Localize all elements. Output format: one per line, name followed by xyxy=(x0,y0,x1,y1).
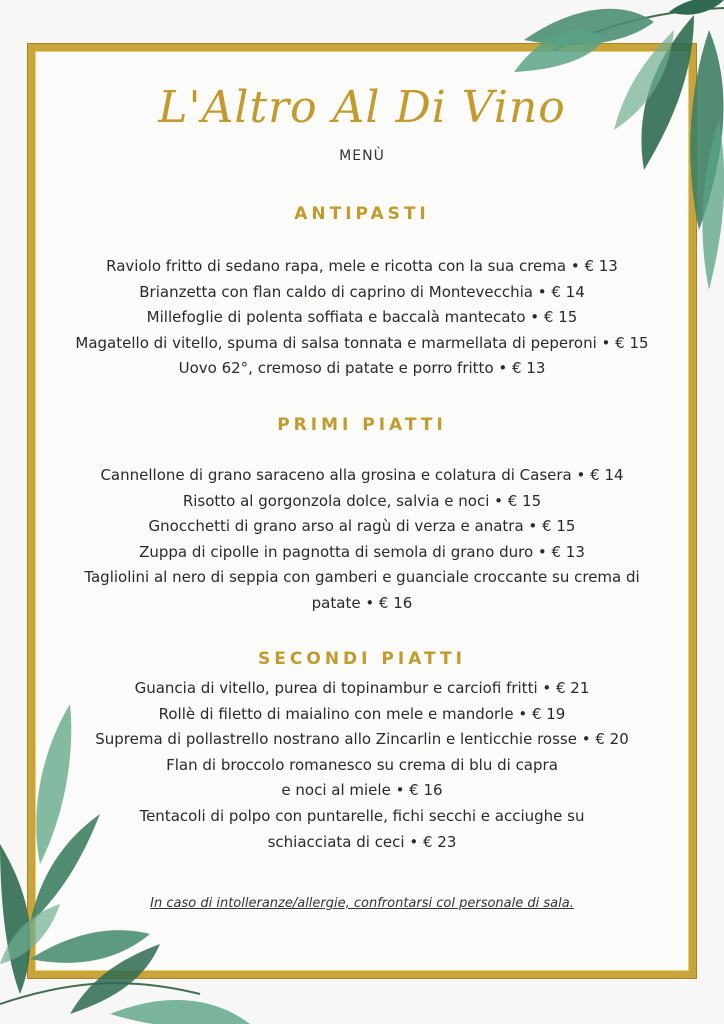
menu-item: Risotto al gorgonzola dolce, salvia e noci • € 15 xyxy=(182,491,542,510)
menu-item: e noci al miele • € 16 xyxy=(281,781,443,800)
section-primi-piatti xyxy=(40,415,684,617)
menu-item: Magatello di vitello, spuma di salsa tonnata e marmellata di peperoni • € 15 xyxy=(75,333,649,352)
restaurant-title: L'Altro Al Di Vino xyxy=(158,82,566,133)
section-title-secondi-piatti: SECONDI PIATTI xyxy=(258,649,466,669)
menu-item: Zuppa di cipolle in pagnotta di semola di grano duro • € 13 xyxy=(139,542,585,561)
section-title-antipasti: ANTIPASTI xyxy=(294,204,430,224)
menu-item: schiacciata di ceci • € 23 xyxy=(267,832,457,851)
section-title-primi-piatti: PRIMI PIATTI xyxy=(277,415,447,435)
menu-item: Suprema di pollastrello nostrano allo Zincarlin e lenticchie rosse • € 20 xyxy=(95,730,629,749)
allergy-note: In caso di intolleranze/allergie, confrontarsi col personale di sala. xyxy=(150,896,574,911)
menu-subtitle: MENÙ xyxy=(339,148,385,164)
menu-content xyxy=(40,78,684,164)
menu-item: patate • € 16 xyxy=(311,593,413,612)
menu-item: Millefoglie di polenta soffiata e baccalà mantecato • € 15 xyxy=(146,308,578,327)
menu-item: Gnocchetti di grano arso al ragù di verza e anatra • € 15 xyxy=(148,517,576,536)
menu-item: Brianzetta con flan caldo di caprino di Montevecchia • € 14 xyxy=(139,282,585,301)
menu-item: Flan di broccolo romanesco su crema di blu di capra xyxy=(166,755,558,774)
menu-item: Rollè di filetto di maialino con mele e mandorle • € 19 xyxy=(158,704,566,723)
menu-item: Tentacoli di polpo con puntarelle, fichi secchi e acciughe su xyxy=(139,806,585,825)
menu-item: Guancia di vitello, purea di topinambur e carciofi fritti • € 21 xyxy=(134,679,590,697)
section-antipasti xyxy=(40,204,684,382)
menu-item: Cannellone di grano saraceno alla grosina e colatura di Casera • € 14 xyxy=(100,466,624,484)
section-secondi-piatti xyxy=(40,649,684,855)
menu-item: Tagliolini al nero di seppia con gamberi e guanciale croccante su crema di xyxy=(84,568,640,587)
menu-item: Raviolo fritto di sedano rapa, mele e ricotta con la sua crema • € 13 xyxy=(106,257,618,275)
menu-item: Uovo 62°, cremoso di patate e porro fritto • € 13 xyxy=(178,359,546,378)
